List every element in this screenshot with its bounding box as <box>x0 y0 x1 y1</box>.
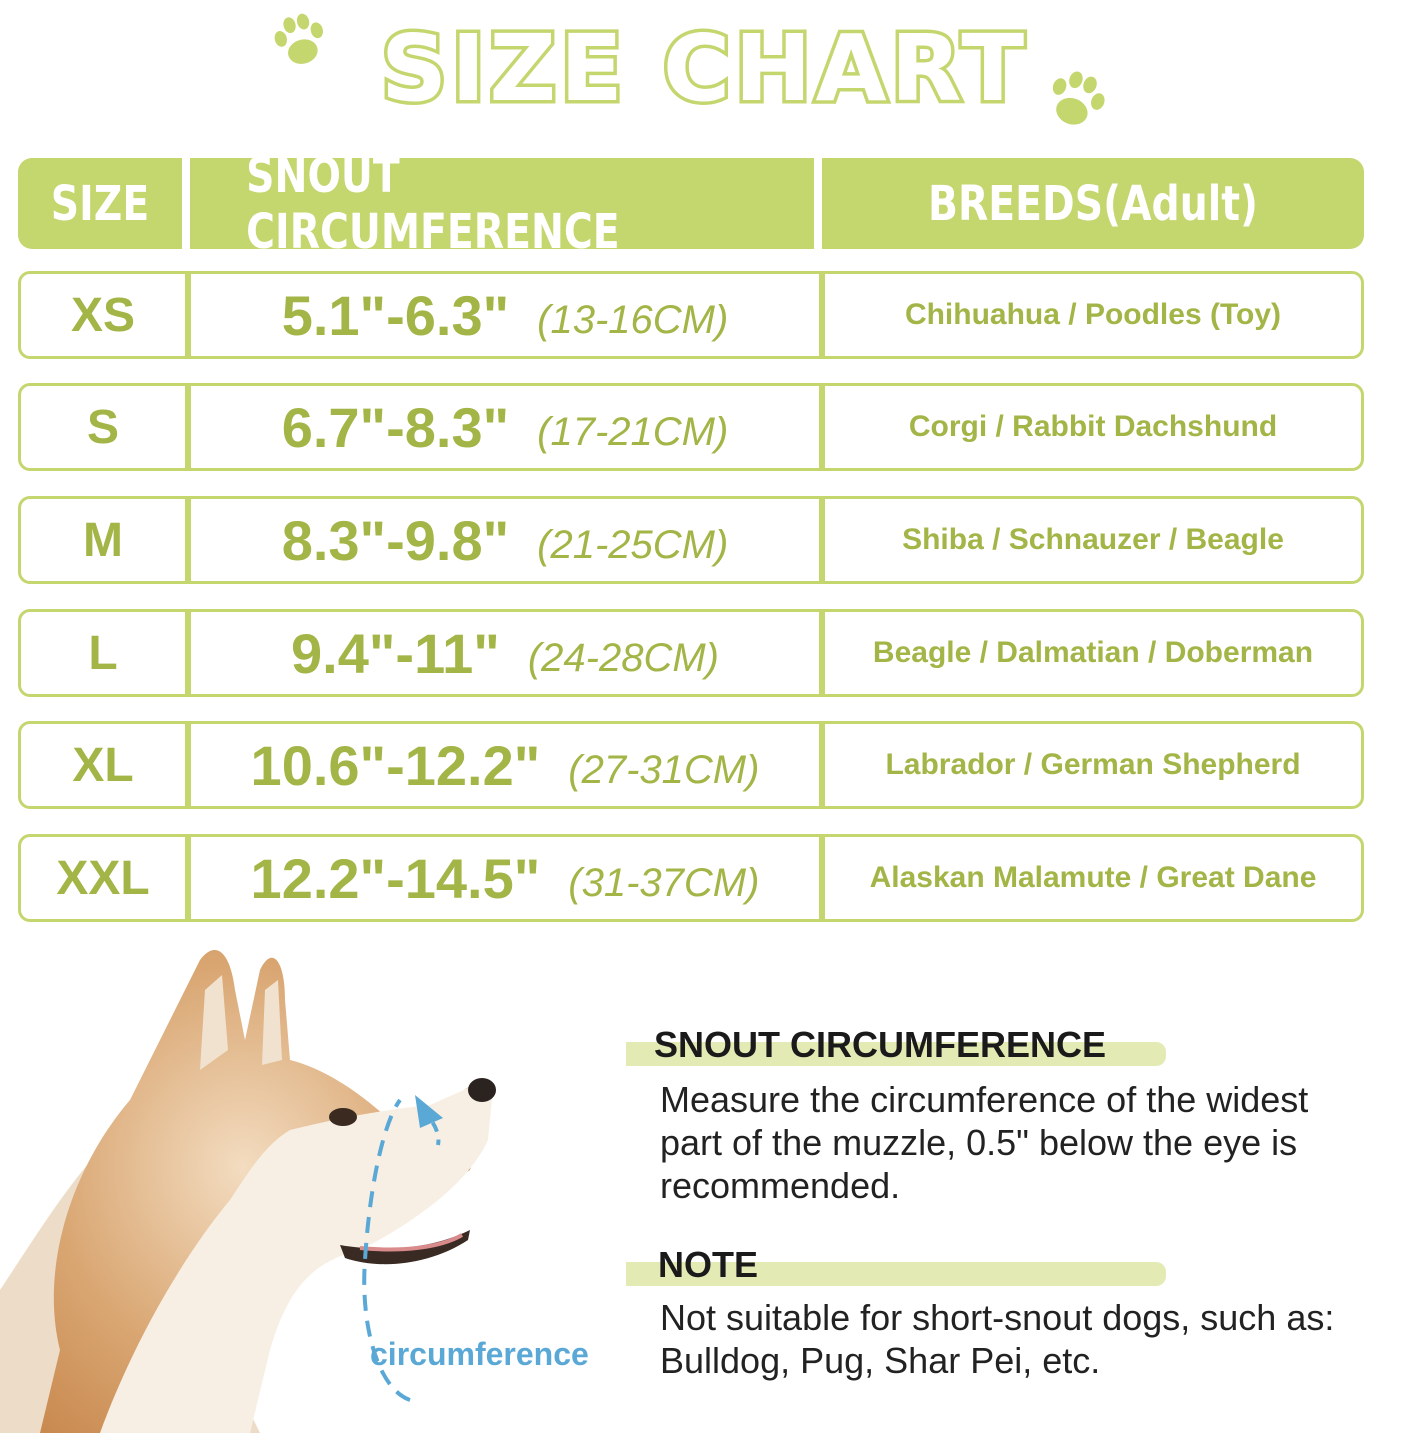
snout-cell <box>191 386 819 468</box>
size-chart-title: SIZE CHART <box>380 15 1029 122</box>
size-cell: L <box>88 626 118 680</box>
table-row <box>18 383 1364 471</box>
size-cell: S <box>86 400 119 454</box>
table-row <box>18 609 1364 697</box>
cm-range: (13-16CM) <box>537 297 729 342</box>
size-cell: XS <box>70 288 136 342</box>
breeds-cell: Shiba / Schnauzer / Beagle <box>902 523 1284 556</box>
note-section-text: Not suitable for short-snout dogs, such as: Bulldog, Pug, Shar Pei, etc. <box>660 1297 1335 1381</box>
inch-range: 9.4"-11" <box>291 621 500 685</box>
snout-section-text: Measure the circumference of the widest part of the muzzle, 0.5" below the eye is recommended. <box>660 1079 1309 1206</box>
header-size: SIZE <box>50 175 150 232</box>
breeds-cell: Alaskan Malamute / Great Dane <box>869 861 1317 894</box>
breeds-cell: Beagle / Dalmatian / Doberman <box>872 636 1314 669</box>
size-cell: XXL <box>56 851 150 905</box>
inch-range: 10.6"-12.2" <box>250 733 541 797</box>
table-row <box>18 721 1364 809</box>
cm-range: (24-28CM) <box>527 635 719 680</box>
inch-range: 8.3"-9.8" <box>281 508 510 572</box>
breeds-cell: Labrador / German Shepherd <box>885 748 1301 781</box>
table-row <box>18 496 1364 584</box>
size-cell: XL <box>72 738 134 792</box>
size-cell: M <box>83 513 123 567</box>
cm-range: (27-31CM) <box>568 747 760 792</box>
paw-print-icon <box>1042 64 1110 136</box>
table-row <box>18 271 1364 359</box>
cm-range: (17-21CM) <box>537 409 729 454</box>
table-row <box>18 834 1364 922</box>
snout-cell <box>191 837 819 919</box>
snout-cell <box>191 612 819 694</box>
inch-range: 6.7"-8.3" <box>281 395 510 459</box>
cm-range: (31-37CM) <box>568 860 760 905</box>
inch-range: 5.1"-6.3" <box>281 283 510 347</box>
note-section-title: NOTE <box>658 1244 759 1285</box>
breeds-cell: Chihuahua / Poodles (Toy) <box>904 298 1282 331</box>
snout-cell <box>191 724 819 806</box>
snout-section-title: SNOUT CIRCUMFERENCE <box>654 1024 1107 1065</box>
header-snout: SNOUT CIRCUMFERENCE <box>246 147 620 260</box>
table-header <box>18 147 1364 260</box>
snout-cell <box>191 499 819 581</box>
snout-cell <box>191 274 819 356</box>
circumference-label: circumference <box>370 1336 589 1372</box>
header-breeds: BREEDS(Adult) <box>927 175 1259 232</box>
paw-print-icon <box>268 8 332 74</box>
cm-range: (21-25CM) <box>537 522 729 567</box>
inch-range: 12.2"-14.5" <box>250 846 541 910</box>
breeds-cell: Corgi / Rabbit Dachshund <box>908 410 1278 443</box>
